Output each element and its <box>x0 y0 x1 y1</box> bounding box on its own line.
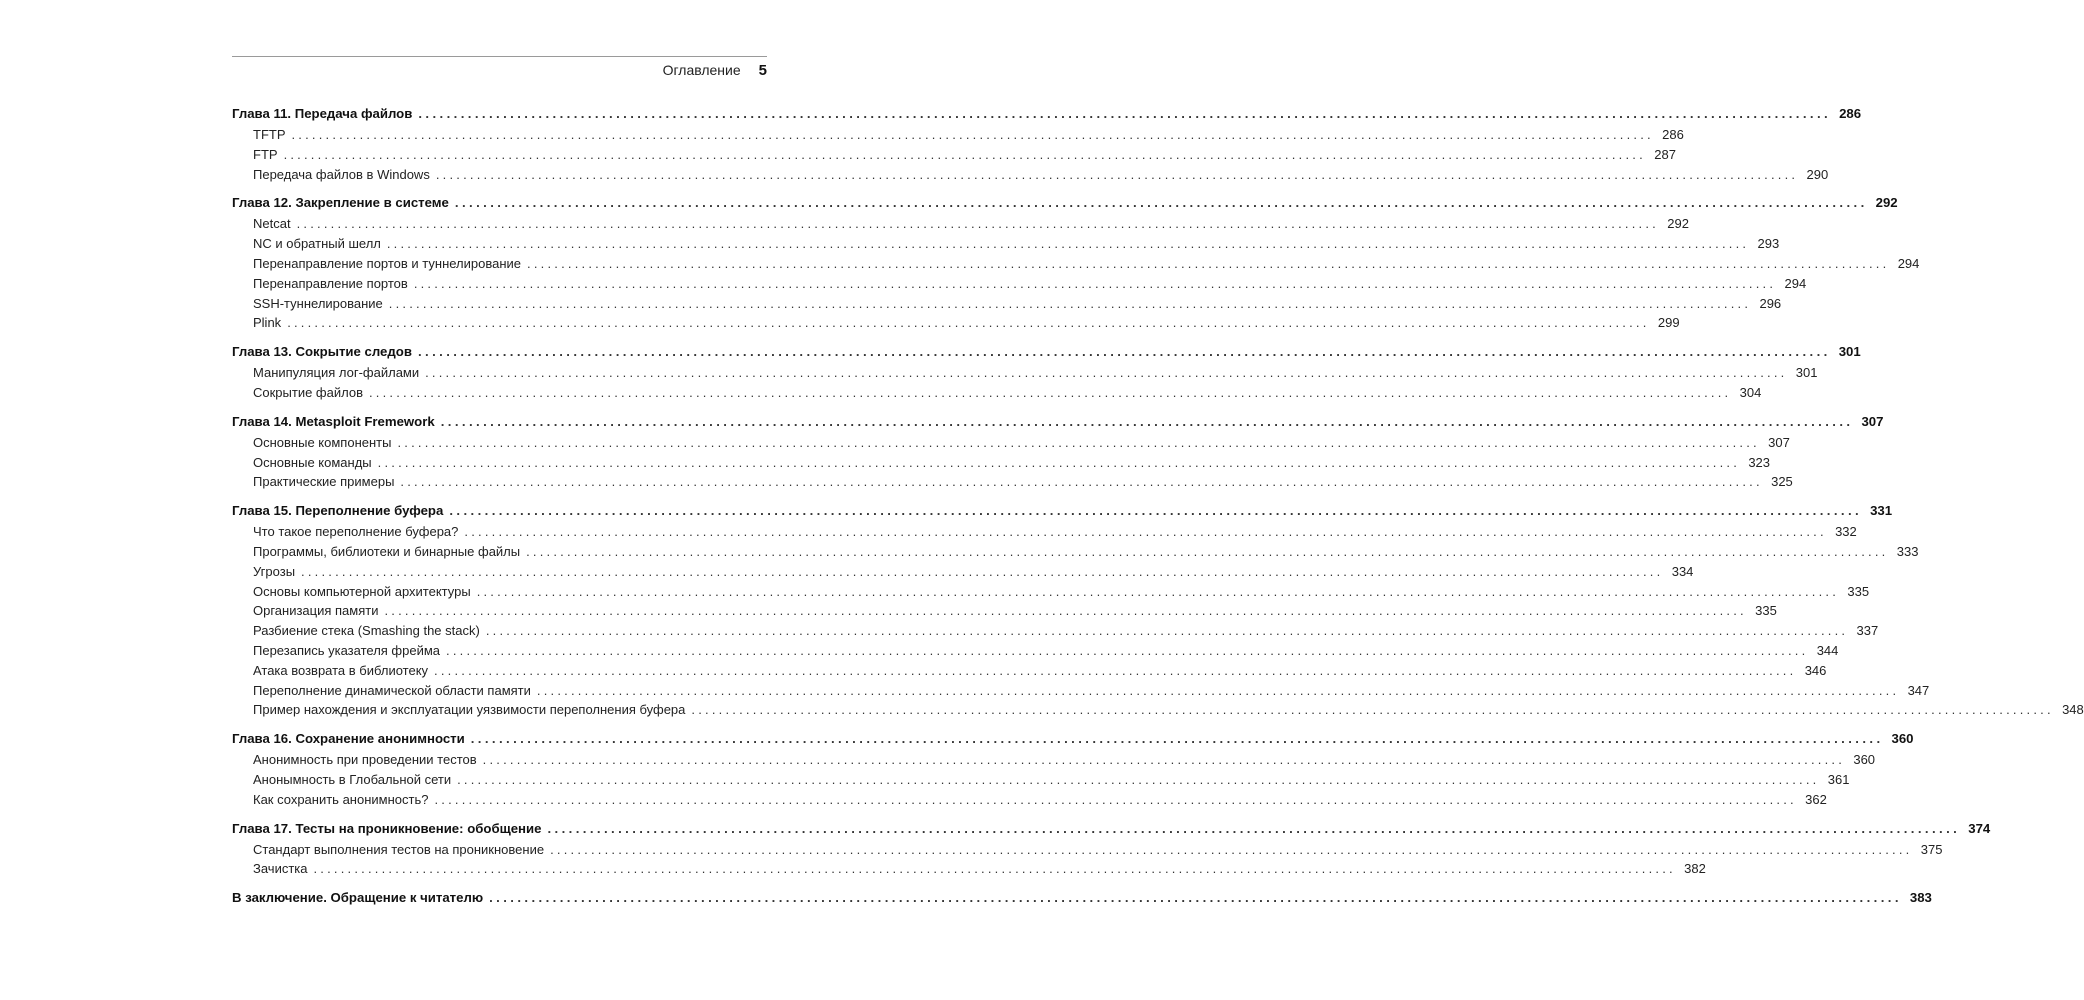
dot-leader: ........................................................................................................................................................................................................ <box>691 702 2054 718</box>
toc-entry-page: 304 <box>1739 384 1762 400</box>
dot-leader: ........................................................................................................................................................................................................ <box>417 344 1831 360</box>
dot-leader: ........................................................................................................................................................................................................ <box>482 752 1846 768</box>
toc-entry-title: Основы компьютерной архитектуры <box>253 583 471 599</box>
toc-entry-title: Организация памяти <box>253 603 379 619</box>
toc-entry[interactable] <box>232 791 1827 812</box>
dot-leader: ........................................................................................................................................................................................................ <box>526 543 1889 559</box>
toc-chapter-heading[interactable] <box>232 195 1898 216</box>
toc-entry-page: 346 <box>1804 662 1827 678</box>
toc-chapter-heading-title: Глава 13. Сокрытие следов <box>232 344 412 360</box>
dot-leader: ........................................................................................................................................................................................................ <box>283 146 1646 162</box>
toc-chapter-heading[interactable] <box>232 413 1884 435</box>
toc-chapter <box>232 195 1920 335</box>
toc-chapter-heading-title: Глава 14. Metasploit Fremework <box>232 413 435 429</box>
toc-entry[interactable] <box>232 146 1676 167</box>
toc-entry-title: Перезапись указателя фрейма <box>253 642 441 658</box>
toc-entry-title: Сокрытие файлов <box>253 384 363 400</box>
toc-entry-page: 301 <box>1795 365 1818 381</box>
toc-chapter-heading-title: Глава 12. Закрепление в системе <box>232 195 449 211</box>
toc-entry-title: Основные компоненты <box>253 434 392 450</box>
toc-chapter <box>232 890 1932 911</box>
toc-chapter-heading-page: 307 <box>1861 413 1884 429</box>
toc-entry-title: Анонимность при проведении тестов <box>253 752 477 768</box>
toc-entry-title: Как сохранить анонимность? <box>253 791 429 807</box>
toc-entry-title: Netcat <box>253 216 291 232</box>
dot-leader: ........................................................................................................................................................................................................ <box>434 662 1797 678</box>
toc-entry[interactable] <box>232 543 1919 564</box>
dot-leader: ........................................................................................................................................................................................................ <box>489 890 1902 906</box>
dot-leader: ........................................................................................................................................................................................................ <box>418 106 1832 121</box>
toc-entry-title: Угрозы <box>253 563 296 579</box>
toc-entry-page: 360 <box>1853 752 1876 768</box>
toc-entry-title: SSH-туннелирование <box>253 295 383 311</box>
toc-entry-title: NC и обратный шелл <box>253 236 381 252</box>
toc-entry-page: 335 <box>1847 583 1870 599</box>
toc-entry-title: Переполнение динамической области памяти <box>253 682 531 698</box>
toc-entry-title: Программы, библиотеки и бинарные файлы <box>253 543 521 559</box>
running-title: Оглавление <box>662 62 741 78</box>
dot-leader: ........................................................................................................................................................................................................ <box>413 275 1777 291</box>
toc-entry[interactable] <box>232 642 1839 663</box>
toc-entry-page: 382 <box>1684 861 1706 877</box>
toc-entry[interactable] <box>232 474 1793 494</box>
toc-entry-page: 335 <box>1755 603 1777 619</box>
dot-leader: ........................................................................................................................................................................................................ <box>449 503 1863 519</box>
toc-entry[interactable] <box>232 861 1706 881</box>
toc-entry[interactable] <box>232 662 1827 683</box>
page-number: 5 <box>758 62 767 79</box>
toc-entry[interactable] <box>232 583 1870 604</box>
toc-chapter-heading-page: 331 <box>1870 503 1893 519</box>
toc-entry[interactable] <box>232 434 1790 455</box>
running-head <box>663 62 767 79</box>
dot-leader: ........................................................................................................................................................................................................ <box>434 791 1797 807</box>
toc-entry-page: 333 <box>1896 543 1919 559</box>
toc-entry-page: 299 <box>1657 315 1680 331</box>
toc-entry-title: Атака возврата в библиотеку <box>253 662 429 678</box>
toc-chapter-heading-page: 301 <box>1838 344 1861 360</box>
toc-chapter-heading-title: Глава 16. Сохранение анонимности <box>232 731 465 747</box>
toc-entry-page: 325 <box>1771 474 1793 490</box>
toc-entry-page: 361 <box>1827 771 1850 787</box>
dot-leader: ........................................................................................................................................................................................................ <box>446 642 1809 658</box>
toc-entry-page: 375 <box>1920 841 1943 857</box>
toc-entry-page: 294 <box>1784 275 1807 291</box>
toc-entry[interactable] <box>232 236 1780 256</box>
dot-leader: ........................................................................................................................................................................................................ <box>527 255 1890 271</box>
dot-leader: ........................................................................................................................................................................................................ <box>400 474 1763 490</box>
toc-entry-title: TFTP <box>253 127 286 142</box>
toc-entry[interactable] <box>232 255 1920 276</box>
toc-entry[interactable] <box>232 682 1930 703</box>
dot-leader: ........................................................................................................................................................................................................ <box>485 623 1849 639</box>
toc-entry-title: Передача файлов в Windows <box>253 166 430 182</box>
toc-entry-page: 296 <box>1759 295 1782 311</box>
toc-chapter-heading[interactable] <box>232 890 1932 911</box>
toc-entry[interactable] <box>232 127 1684 147</box>
toc-entry-title: Пример нахождения и эксплуатации уязвимости переполнения буфера <box>253 702 686 718</box>
toc-entry-page: 292 <box>1667 216 1689 232</box>
dot-leader: ........................................................................................................................................................................................................ <box>397 434 1760 450</box>
dot-leader: ........................................................................................................................................................................................................ <box>470 731 1884 747</box>
toc-entry-page: 290 <box>1806 166 1829 182</box>
toc-chapter-heading-title: Глава 15. Переполнение буфера <box>232 503 444 519</box>
dot-leader: ........................................................................................................................................................................................................ <box>291 127 1654 142</box>
toc-chapter <box>232 820 1991 882</box>
toc-chapter-heading-title: Глава 11. Передача файлов <box>232 106 413 121</box>
toc-chapter <box>232 731 1914 811</box>
toc-chapter-heading[interactable] <box>232 731 1914 752</box>
toc-chapter-heading[interactable] <box>232 503 1893 524</box>
dot-leader: ........................................................................................................................................................................................................ <box>301 563 1664 579</box>
toc-entry-page: 307 <box>1768 434 1790 450</box>
toc-entry[interactable] <box>232 365 1818 385</box>
toc-entry-page: 334 <box>1671 563 1694 579</box>
dot-leader: ........................................................................................................................................................................................................ <box>435 166 1799 182</box>
toc-entry-page: 323 <box>1748 454 1771 470</box>
toc-entry-title: Анонымность в Глобальной сети <box>253 771 452 787</box>
toc-entry[interactable] <box>232 563 1694 584</box>
dot-leader: ........................................................................................................................................................................................................ <box>425 365 1788 381</box>
toc-entry-title: Манипуляция лог-файлами <box>253 365 420 381</box>
toc-entry-page: 347 <box>1907 682 1930 698</box>
toc-chapter-heading-page: 383 <box>1909 890 1932 906</box>
toc-chapter <box>232 503 2084 722</box>
dot-leader: ........................................................................................................................................................................................................ <box>369 384 1732 400</box>
toc-entry-title: Что такое переполнение буфера? <box>253 524 459 540</box>
toc-entry[interactable] <box>232 841 1943 862</box>
dot-leader: ........................................................................................................................................................................................................ <box>296 216 1659 232</box>
toc-entry-page: 332 <box>1835 524 1857 540</box>
toc-chapter-heading[interactable] <box>232 820 1991 842</box>
dot-leader: ........................................................................................................................................................................................................ <box>313 861 1676 877</box>
toc-entry-title: Plink <box>253 315 282 331</box>
toc-entry-title: Основные команды <box>253 454 372 470</box>
toc-entry[interactable] <box>232 623 1879 643</box>
toc-chapter-heading-title: Глава 17. Тесты на проникновение: обобщение <box>232 820 542 836</box>
toc-entry-page: 293 <box>1757 236 1780 252</box>
toc-entry[interactable] <box>232 166 1829 187</box>
toc-chapter <box>232 344 1861 405</box>
toc-chapter-heading-title: В заключение. Обращение к читателю <box>232 890 484 906</box>
toc-entry[interactable] <box>232 275 1807 296</box>
toc-entry[interactable] <box>232 295 1782 316</box>
dot-leader: ........................................................................................................................................................................................................ <box>388 295 1752 311</box>
toc-chapter-heading-page: 360 <box>1891 731 1914 747</box>
toc-chapter-heading-page: 374 <box>1968 820 1991 836</box>
toc-entry-page: 286 <box>1662 127 1684 142</box>
toc-entry-title: FTP <box>253 146 278 162</box>
dot-leader: ........................................................................................................................................................................................................ <box>476 583 1840 599</box>
toc-entry[interactable] <box>232 771 1850 792</box>
toc-entry-page: 294 <box>1897 255 1920 271</box>
dot-leader: ........................................................................................................................................................................................................ <box>287 315 1650 331</box>
toc-entry-title: Зачистка <box>253 861 308 877</box>
toc-entry[interactable] <box>232 384 1762 405</box>
toc-entry-page: 348 <box>2062 702 2084 718</box>
toc-entry[interactable] <box>232 702 2084 722</box>
toc-entry-title: Практические примеры <box>253 474 395 490</box>
toc-entry[interactable] <box>232 454 1771 475</box>
toc-entry[interactable] <box>232 216 1689 236</box>
toc-chapter <box>232 413 1884 494</box>
toc-entry-page: 337 <box>1856 623 1879 639</box>
dot-leader: ........................................................................................................................................................................................................ <box>547 820 1961 836</box>
toc-entry-page: 344 <box>1816 642 1839 658</box>
dot-leader: ........................................................................................................................................................................................................ <box>377 454 1741 470</box>
toc-entry[interactable] <box>232 603 1777 623</box>
dot-leader: ........................................................................................................................................................................................................ <box>440 413 1854 429</box>
dot-leader: ........................................................................................................................................................................................................ <box>536 682 1900 698</box>
toc-chapter <box>232 106 1862 186</box>
toc-chapter-heading-page: 286 <box>1839 106 1862 121</box>
toc-entry-title: Перенаправление портов и туннелирование <box>253 255 522 271</box>
dot-leader: ........................................................................................................................................................................................................ <box>386 236 1750 252</box>
toc-entry[interactable] <box>232 752 1876 772</box>
dot-leader: ........................................................................................................................................................................................................ <box>464 524 1827 540</box>
toc-entry-page: 362 <box>1805 791 1827 807</box>
toc-chapter-heading[interactable] <box>232 106 1862 127</box>
dot-leader: ........................................................................................................................................................................................................ <box>457 771 1820 787</box>
toc-entry-page: 287 <box>1654 146 1676 162</box>
toc-entry-title: Перенаправление портов <box>253 275 408 291</box>
toc-entry-title: Разбиение стека (Smashing the stack) <box>253 623 480 639</box>
dot-leader: ........................................................................................................................................................................................................ <box>550 841 1913 857</box>
toc-chapter-heading[interactable] <box>232 344 1861 365</box>
dot-leader: ........................................................................................................................................................................................................ <box>384 603 1747 619</box>
table-of-contents <box>232 106 2084 920</box>
toc-entry-title: Стандарт выполнения тестов на проникновение <box>253 841 545 857</box>
toc-entry[interactable] <box>232 524 1857 544</box>
header-rule <box>232 56 767 57</box>
dot-leader: ........................................................................................................................................................................................................ <box>454 195 1868 211</box>
toc-chapter-heading-page: 292 <box>1875 195 1898 211</box>
toc-entry[interactable] <box>232 315 1680 335</box>
